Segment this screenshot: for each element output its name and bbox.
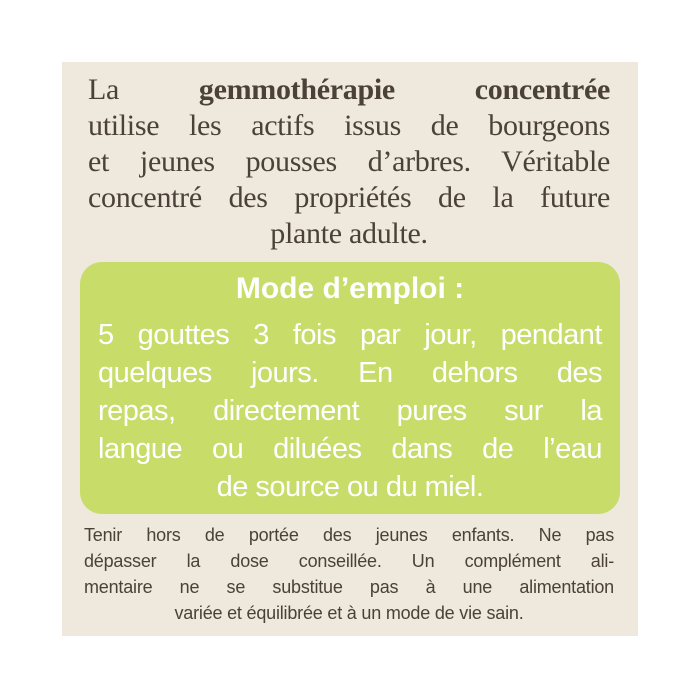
warning-line-3: mentaire ne se substitue pas à une alimentation (84, 577, 614, 597)
mode-emploi-title: Mode d’emploi : (235, 272, 465, 305)
warning-line-1: Tenir hors de portée des jeunes enfants. Ne pas (84, 525, 614, 545)
intro-bold-term-1: gemmothérapie (198, 73, 395, 106)
intro-line-2: utilise les actifs issus de bourgeons (88, 109, 610, 142)
intro-line-5: plante adulte. (270, 217, 428, 250)
intro-bold-term-2: concentrée (474, 73, 611, 106)
warning-line-2: dépasser la dose conseillée. Un complément ali- (84, 551, 614, 571)
product-label-panel (62, 62, 638, 636)
warning-line-4: variée et équilibrée et à un mode de vie sain. (174, 603, 524, 623)
intro-line-4: concentré des propriétés de la future (88, 181, 610, 214)
mode-emploi-line-4: langue ou diluées dans de l’eau (98, 433, 602, 465)
intro-line-3: et jeunes pousses d’arbres. Véritable (88, 145, 610, 178)
mode-emploi-line-3: repas, directement pures sur la (98, 395, 602, 427)
mode-emploi-line-1: 5 gouttes 3 fois par jour, pendant (98, 319, 602, 351)
warning-paragraph (84, 522, 614, 626)
intro-line-1 (88, 72, 610, 108)
intro-lead-word: La (88, 73, 120, 106)
intro-paragraph (88, 72, 610, 252)
mode-emploi-text (98, 316, 602, 506)
mode-emploi-box (80, 262, 620, 514)
mode-emploi-line-5: de source ou du miel. (216, 471, 484, 503)
mode-emploi-line-2: quelques jours. En dehors des (98, 357, 602, 389)
